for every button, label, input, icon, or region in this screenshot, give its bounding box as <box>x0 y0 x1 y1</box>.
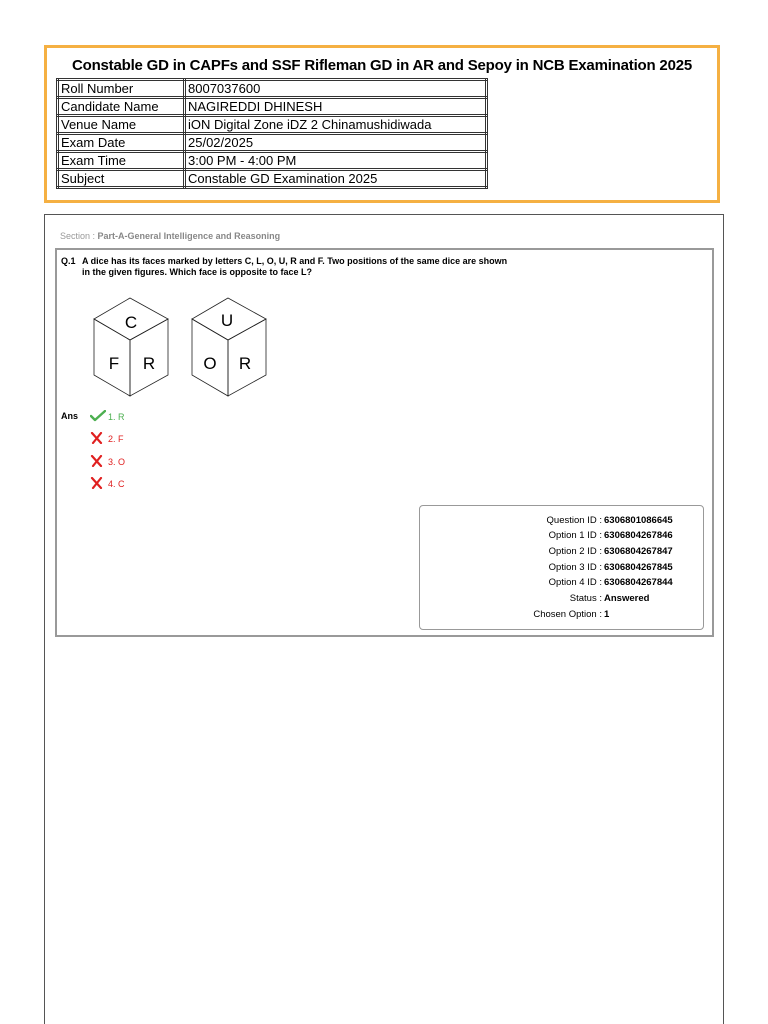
exam-header <box>44 45 720 203</box>
meta-option-2-id <box>420 545 692 559</box>
option-1 <box>90 410 125 424</box>
dice-1-left-letter: F <box>108 354 120 373</box>
meta-value: 6306804267847 <box>604 546 673 557</box>
meta-label: Option 4 ID : <box>548 577 602 588</box>
answer-label: Ans <box>61 411 79 421</box>
meta-status <box>420 592 692 606</box>
section-label <box>60 231 280 241</box>
meta-option-1-id <box>420 529 692 543</box>
option-3 <box>90 455 125 469</box>
dice-2-top-letter: U <box>220 311 234 330</box>
option-text: 1. R <box>108 412 125 422</box>
option-text: 3. O <box>108 457 126 467</box>
info-row-subject <box>58 170 487 188</box>
meta-value: 6306804267844 <box>604 577 673 588</box>
exam-title: Constable GD in CAPFs and SSF Rifleman GD in AR and Sepoy in NCB Examination 2025 <box>71 57 693 74</box>
dice-2-left-letter: O <box>203 354 217 373</box>
section-name: Part-A-General Intelligence and Reasoning <box>97 231 281 241</box>
dice-figure <box>92 296 272 401</box>
meta-chosen-option <box>420 608 692 622</box>
info-label: Candidate Name <box>58 98 185 116</box>
meta-option-3-id <box>420 561 692 575</box>
meta-value: 6306801086645 <box>604 515 673 526</box>
info-label: Venue Name <box>58 116 185 134</box>
cross-icon <box>90 455 108 469</box>
meta-value: 1 <box>604 609 610 620</box>
meta-label: Option 2 ID : <box>548 546 602 557</box>
info-row-candidate-name <box>58 98 487 116</box>
info-value: 25/02/2025 <box>185 134 487 152</box>
option-text: 4. C <box>108 479 125 489</box>
info-value: iON Digital Zone iDZ 2 Chinamushidiwada <box>185 116 487 134</box>
meta-value: 6306804267846 <box>604 530 673 541</box>
meta-label: Question ID : <box>546 515 602 526</box>
info-row-exam-date <box>58 134 487 152</box>
meta-label: Option 1 ID : <box>548 530 602 541</box>
info-value: 8007037600 <box>185 80 487 98</box>
option-2 <box>90 432 124 446</box>
cross-icon <box>90 477 108 491</box>
section-prefix: Section : <box>60 231 96 241</box>
meta-label: Status : <box>569 593 602 604</box>
info-value: 3:00 PM - 4:00 PM <box>185 152 487 170</box>
meta-question-id <box>420 514 692 528</box>
info-row-roll-number <box>58 80 487 98</box>
meta-value: 6306804267845 <box>604 562 673 573</box>
info-row-venue-name <box>58 116 487 134</box>
meta-label: Option 3 ID : <box>548 562 602 573</box>
meta-option-4-id <box>420 576 692 590</box>
option-4 <box>90 477 125 491</box>
info-label: Roll Number <box>58 80 185 98</box>
info-label: Subject <box>58 170 185 188</box>
dice-1-top-letter: C <box>124 313 138 332</box>
info-value: NAGIREDDI DHINESH <box>185 98 487 116</box>
question-number: Q.1 <box>61 256 76 266</box>
checkmark-icon <box>90 410 108 424</box>
info-label: Exam Date <box>58 134 185 152</box>
option-text: 2. F <box>108 434 124 444</box>
meta-value: Answered <box>604 593 650 604</box>
info-value: Constable GD Examination 2025 <box>185 170 487 188</box>
dice-1-right-letter: R <box>142 354 156 373</box>
info-label: Exam Time <box>58 152 185 170</box>
question-text: A dice has its faces marked by letters C, L, O, U, R and F. Two positions of the same dice are shown in the given figures. Which face is opposite to face L? <box>82 256 508 277</box>
dice-2-right-letter: R <box>238 354 252 373</box>
cross-icon <box>90 432 108 446</box>
candidate-info-table <box>56 78 488 189</box>
meta-label: Chosen Option : <box>533 609 602 620</box>
info-row-exam-time <box>58 152 487 170</box>
